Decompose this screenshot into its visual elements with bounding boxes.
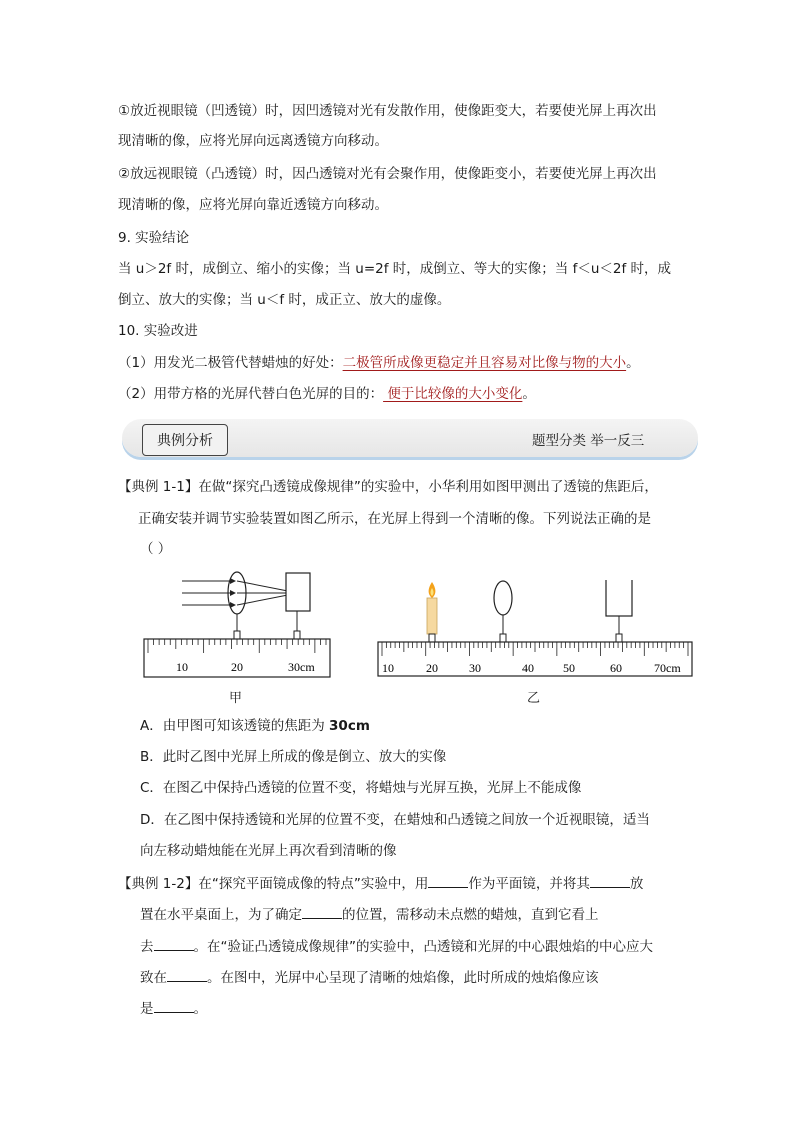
text-part: （1）用发光二极管代替蜡烛的好处： (118, 355, 343, 371)
option-b: B．此时乙图中光屏上所成的像是倒立、放大的实像 (140, 749, 447, 765)
text-line (118, 353, 640, 373)
text-part: 【典例 1-2】在“探究平面镜成像的特点”实验中，用 (118, 876, 429, 892)
option-text: A．由甲图可知该透镜的焦距为 (140, 718, 330, 734)
tick-label: 60 (610, 661, 622, 675)
text-line: 现清晰的像，应将光屏向远离透镜方向移动。 (118, 133, 388, 149)
text-line: 正确安装并调节实验装置如图乙所示，在光屏上得到一个清晰的像。下列说法正确的是 (138, 511, 651, 527)
text-part: 。 (193, 1001, 207, 1017)
section-heading: 9. 实验结论 (118, 230, 190, 246)
fill-blank[interactable] (302, 904, 342, 919)
text-part: 致在 (140, 970, 167, 986)
fill-blank[interactable] (154, 936, 194, 951)
option-d: D．在乙图中保持透镜和光屏的位置不变，在蜡烛和凸透镜之间放一个近视眼镜，适当 (140, 812, 650, 828)
text-line: 倒立、放大的实像；当 u＜f 时，成正立、放大的虚像。 (118, 292, 451, 308)
tick-label: 30cm (288, 660, 315, 674)
tick-label: 10 (382, 661, 394, 675)
text-line: ①放近视眼镜（凹透镜）时，因凹透镜对光有发散作用，使像距变大，若要使光屏上再次出 (118, 103, 657, 119)
answer-underlined: 二极管所成像更稳定并且容易对比像与物的大小 (342, 355, 627, 371)
text-part: 。 (626, 355, 640, 371)
text-line: ②放远视眼镜（凸透镜）时，因凸透镜对光有会聚作用，使像距变小，若要使光屏上再次出 (118, 166, 657, 182)
fill-blank[interactable] (167, 967, 207, 982)
option-d-cont: 向左移动蜡烛能在光屏上再次看到清晰的像 (140, 843, 397, 859)
figure-caption: 甲 (229, 691, 243, 706)
tick-label: 20 (231, 660, 243, 674)
text-part: 作为平面镜，并将其 (468, 876, 590, 892)
lens (494, 581, 512, 615)
text-line: 当 u＞2f 时，成倒立、缩小的实像；当 u=2f 时，成倒立、等大的实像；当 f＜u＜2f 时，成 (118, 261, 672, 277)
tick-label: 40 (522, 661, 534, 675)
text-part: （2）用带方格的光屏代替白色光屏的目的： (118, 386, 384, 402)
incident-rays (182, 581, 235, 605)
example-heading: 【典例 1-1】在做“探究凸透镜成像规律”的实验中，小华利用如图甲测出了透镜的焦距后， (118, 479, 658, 495)
tick-label: 70cm (654, 661, 681, 675)
text-part: 的位置，需移动未点燃的蜡烛，直到它看上 (342, 907, 599, 923)
answer-underlined: 便于比较像的大小变化 (383, 386, 523, 402)
text-part: 。在“验证凸透镜成像规律”的实验中，凸透镜和光屏的中心跟烛焰的中心应大 (193, 939, 653, 955)
example-heading (118, 873, 643, 894)
screen (286, 573, 310, 611)
tick-label: 30 (469, 661, 481, 675)
screen (606, 580, 632, 616)
option-value: 30cm (329, 718, 370, 734)
text-part: 去 (140, 939, 154, 955)
option-a (140, 716, 370, 736)
text-line (140, 936, 653, 957)
text-part: 。 (522, 386, 536, 402)
text-part: 是 (140, 1001, 154, 1017)
fill-blank[interactable] (428, 873, 468, 888)
text-part: 置在水平桌面上，为了确定 (140, 907, 302, 923)
text-part: 放 (629, 876, 644, 892)
text-line (140, 904, 599, 925)
tick-label: 10 (176, 660, 188, 674)
banner-subtitle: 题型分类 举一反三 (532, 433, 645, 449)
tick-label: 20 (426, 661, 438, 675)
text-line (140, 967, 599, 988)
figure-jia (140, 565, 340, 685)
figure-caption: 乙 (527, 691, 541, 706)
option-c: C．在图乙中保持凸透镜的位置不变，将蜡烛与光屏互换，光屏上不能成像 (140, 780, 582, 796)
fill-blank[interactable] (590, 873, 630, 888)
banner-tag: 典例分析 (142, 424, 228, 456)
text-line: 现清晰的像，应将光屏向靠近透镜方向移动。 (118, 197, 388, 213)
text-line (118, 384, 536, 404)
fill-blank[interactable] (154, 998, 194, 1013)
answer-paren: （ ） (140, 541, 172, 557)
text-part: 。在图中，光屏中心呈现了清晰的烛焰像，此时所成的烛焰像应该 (207, 970, 599, 986)
tick-label: 50 (563, 661, 575, 675)
text-line (140, 998, 207, 1019)
candle (427, 582, 437, 634)
figure-yi (372, 580, 702, 680)
section-heading: 10. 实验改进 (118, 323, 198, 339)
